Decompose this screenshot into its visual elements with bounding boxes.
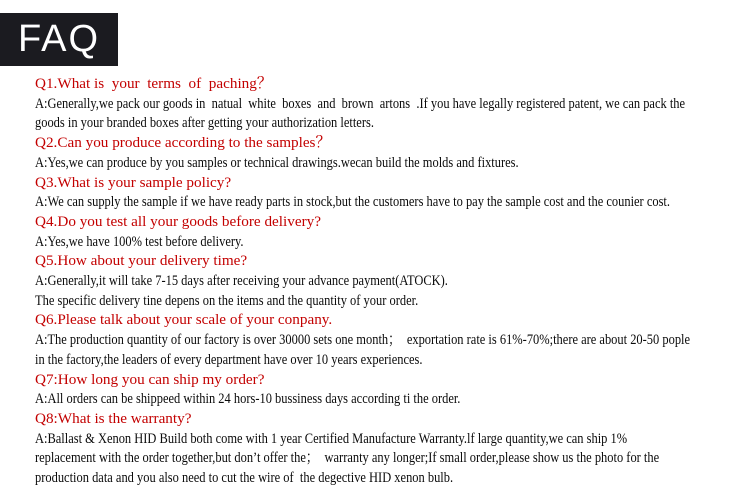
- faq-item: [35, 310, 750, 369]
- faq-item: [35, 409, 750, 488]
- faq-list: [35, 74, 750, 488]
- faq-question: Q4.Do you test all your goods before delivery?: [35, 212, 321, 230]
- faq-question: Q5.How about your delivery time?: [35, 252, 248, 270]
- faq-answer-line: goods in your branded boxes after getting your authorization letters.: [35, 114, 374, 132]
- faq-answer-line: A:All orders can be shippeed within 24 hors-10 bussiness days according ti the order.: [35, 390, 461, 408]
- faq-answer-line: The specific delivery tine depens on the items and the quantity of your order.: [35, 291, 419, 309]
- faq-item: [35, 173, 750, 212]
- faq-answer-line: A:Generally,it will take 7-15 days after receiving your advance payment(ATOCK).: [35, 272, 448, 290]
- faq-answer-line: in the factory,the leaders of every department have over 10 years experiences.: [35, 350, 423, 368]
- faq-item: [35, 133, 750, 172]
- faq-question: Q7:How long you can ship my order?: [35, 370, 265, 388]
- faq-answer-line: A:Ballast & Xenon HID Build both come with 1 year Certified Manufacture Warranty.lf large quantity,we can ship 1%: [35, 429, 628, 447]
- faq-answer-line: A:We can supply the sample if we have ready parts in stock,but the customers have to pay the sample cost and the counier cost.: [35, 193, 671, 211]
- faq-item: [35, 212, 750, 251]
- faq-answer-line: replacement with the order together,but don’t offer the； warranty any longer;If small order,please show us the photo for the: [35, 449, 660, 467]
- faq-answer-line: A:The production quantity of our factory is over 30000 sets one month； exportation rate is 61%-70%;there are about 20-50 pople: [35, 331, 691, 349]
- faq-question: Q3.What is your sample policy?: [35, 173, 232, 191]
- faq-question: Q2.Can you produce according to the samples？: [35, 134, 331, 152]
- faq-question: Q6.Please talk about your scale of your conpany.: [35, 311, 333, 329]
- faq-answer-line: A:Yes,we have 100% test before delivery.: [35, 232, 244, 250]
- faq-item: [35, 370, 750, 409]
- faq-answer-line: A:Yes,we can produce by you samples or technical drawings.wecan build the molds and fixtures.: [35, 153, 519, 171]
- faq-question: Q1.What is your terms of paching？: [35, 75, 273, 92]
- faq-answer-line: production data and you also need to cut the wire of the degective HID xenon bulb.: [35, 469, 454, 487]
- faq-item: [35, 251, 750, 310]
- faq-question: Q8:What is the warranty?: [35, 409, 192, 427]
- faq-item: [35, 74, 750, 133]
- faq-banner-label: FAQ: [17, 18, 101, 60]
- faq-answer-line: A:Generally,we pack our goods in natual white boxes and brown artons .If you have legally registered patent, we can pack the: [35, 94, 686, 112]
- faq-banner: [0, 13, 118, 66]
